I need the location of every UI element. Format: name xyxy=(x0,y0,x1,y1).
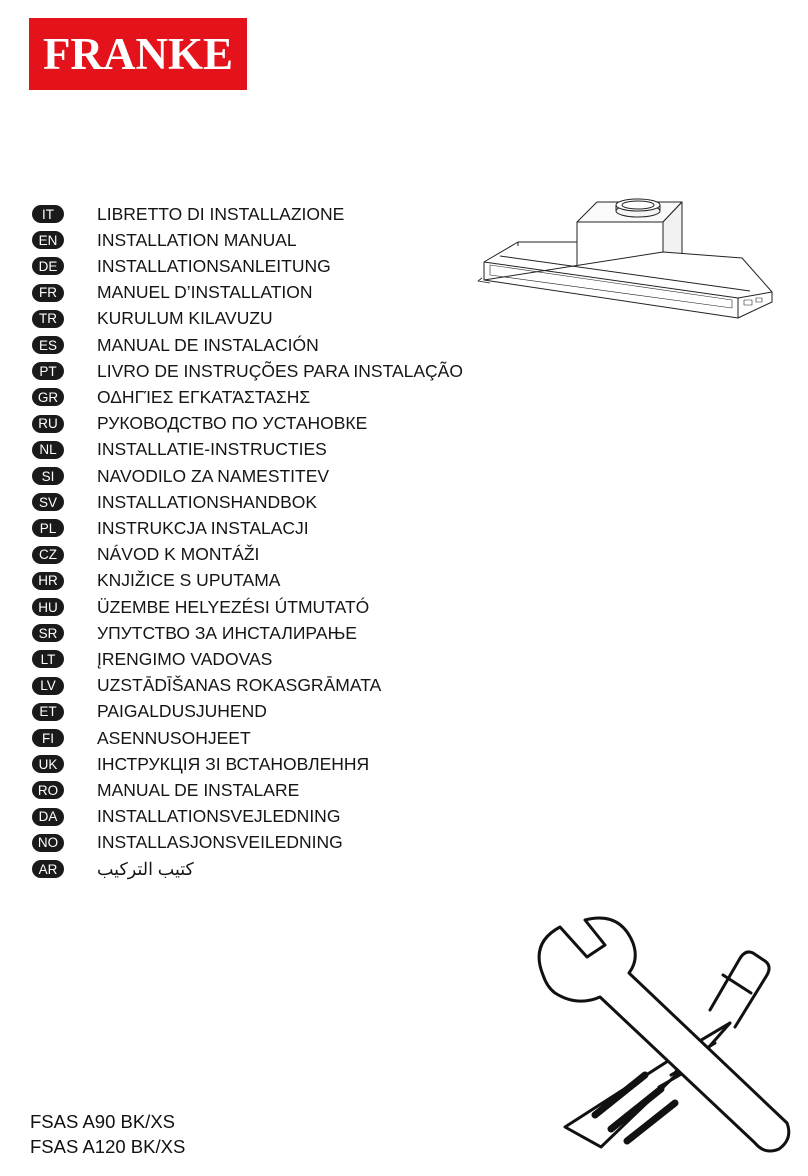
language-item xyxy=(32,725,251,751)
language-item xyxy=(32,437,327,463)
manual-title: LIBRETTO DI INSTALLAZIONE xyxy=(97,203,345,224)
manual-title: NÁVOD K MONTÁŽI xyxy=(97,544,260,565)
language-code-badge: GR xyxy=(32,388,64,406)
manual-title: LIVRO DE INSTRUÇÕES PARA INSTALAÇÃO xyxy=(97,360,463,381)
language-item xyxy=(32,463,330,489)
language-code-badge: DA xyxy=(32,808,64,826)
language-code-badge: LV xyxy=(32,677,64,695)
language-item xyxy=(32,699,267,725)
manual-title: INSTALLATION MANUAL xyxy=(97,229,297,250)
language-code-badge: NL xyxy=(32,441,64,459)
language-item xyxy=(32,751,370,777)
language-item xyxy=(32,646,273,672)
language-code-badge: EN xyxy=(32,231,64,249)
language-item xyxy=(32,673,382,699)
language-code-badge: ES xyxy=(32,336,64,354)
language-code-badge: TR xyxy=(32,310,64,328)
language-code-badge: SI xyxy=(32,467,64,485)
manual-title: ASENNUSOHJEET xyxy=(97,727,251,748)
manual-title: KURULUM KILAVUZU xyxy=(97,308,273,329)
manual-title: ΟΔΗΓΊΕΣ ΕΓΚΑΤΆΣΤΑΣΗΣ xyxy=(97,386,311,407)
language-code-badge: FI xyxy=(32,729,64,747)
manual-title: INSTALLASJONSVEILEDNING xyxy=(97,832,343,853)
manual-title: УПУТСТВО ЗА ИНСТАЛИРАЊЕ xyxy=(97,622,357,643)
language-code-badge: HR xyxy=(32,572,64,590)
language-item xyxy=(32,489,318,515)
language-code-badge: PT xyxy=(32,362,64,380)
language-item xyxy=(32,777,300,803)
language-code-badge: PL xyxy=(32,519,64,537)
manual-title: INSTALLATIONSHANDBOK xyxy=(97,491,318,512)
language-item xyxy=(32,306,273,332)
language-code-badge: ET xyxy=(32,703,64,721)
manual-title: INSTALLATIONSVEJLEDNING xyxy=(97,806,341,827)
language-item xyxy=(32,515,309,541)
language-item xyxy=(32,358,463,384)
language-code-badge: NO xyxy=(32,834,64,852)
model-number: FSAS A120 BK/XS xyxy=(30,1136,186,1157)
manual-title: INSTALLATIE-INSTRUCTIES xyxy=(97,439,327,460)
wrench-screwdriver-icon xyxy=(525,915,795,1165)
language-code-badge: UK xyxy=(32,755,64,773)
manual-title: ÜZEMBE HELYEZÉSI ÚTMUTATÓ xyxy=(97,596,370,617)
language-code-badge: RU xyxy=(32,415,64,433)
language-item xyxy=(32,620,357,646)
language-item xyxy=(32,227,297,253)
manual-title: MANUEL D’INSTALLATION xyxy=(97,282,313,303)
manual-title: INSTALLATIONSANLEITUNG xyxy=(97,255,331,276)
language-code-badge: HU xyxy=(32,598,64,616)
franke-logo xyxy=(29,18,247,90)
language-item xyxy=(32,830,343,856)
language-item xyxy=(32,201,345,227)
manual-title: ĮRENGIMO VADOVAS xyxy=(97,648,273,669)
language-item xyxy=(32,542,260,568)
language-item xyxy=(32,332,319,358)
cooker-hood-drawing xyxy=(470,180,780,340)
language-code-badge: SV xyxy=(32,493,64,511)
language-code-badge: SR xyxy=(32,624,64,642)
language-item xyxy=(32,804,341,830)
brand-name: FRANKE xyxy=(43,29,233,79)
language-code-badge: AR xyxy=(32,860,64,878)
manual-title: PAIGALDUSJUHEND xyxy=(97,701,267,722)
model-number: FSAS A90 BK/XS xyxy=(30,1111,175,1132)
language-item xyxy=(32,253,331,279)
manual-title: MANUAL DE INSTALARE xyxy=(97,779,300,800)
manual-title: كتيب التركيب xyxy=(97,858,194,879)
language-code-badge: FR xyxy=(32,284,64,302)
language-code-badge: IT xyxy=(32,205,64,223)
language-item xyxy=(32,280,313,306)
language-item xyxy=(32,568,281,594)
language-item xyxy=(32,384,311,410)
language-item xyxy=(32,856,194,882)
language-code-badge: RO xyxy=(32,781,64,799)
manual-title: РУКОВОДСТВО ПО УСТАНОВКЕ xyxy=(97,413,368,434)
language-item xyxy=(32,594,370,620)
manual-title: NAVODILO ZA NAMESTITEV xyxy=(97,465,330,486)
manual-title: MANUAL DE INSTALACIÓN xyxy=(97,334,319,355)
manual-title: ІНСТРУКЦІЯ ЗІ ВСТАНОВЛЕННЯ xyxy=(97,753,370,774)
manual-title: KNJIŽICE S UPUTAMA xyxy=(97,570,281,591)
language-item xyxy=(32,411,368,437)
manual-title: UZSTĀDĪŠANAS ROKASGRĀMATA xyxy=(97,675,382,696)
language-code-badge: LT xyxy=(32,650,64,668)
manual-title: INSTRUKCJA INSTALACJI xyxy=(97,517,309,538)
language-code-badge: CZ xyxy=(32,546,64,564)
language-code-badge: DE xyxy=(32,257,64,275)
